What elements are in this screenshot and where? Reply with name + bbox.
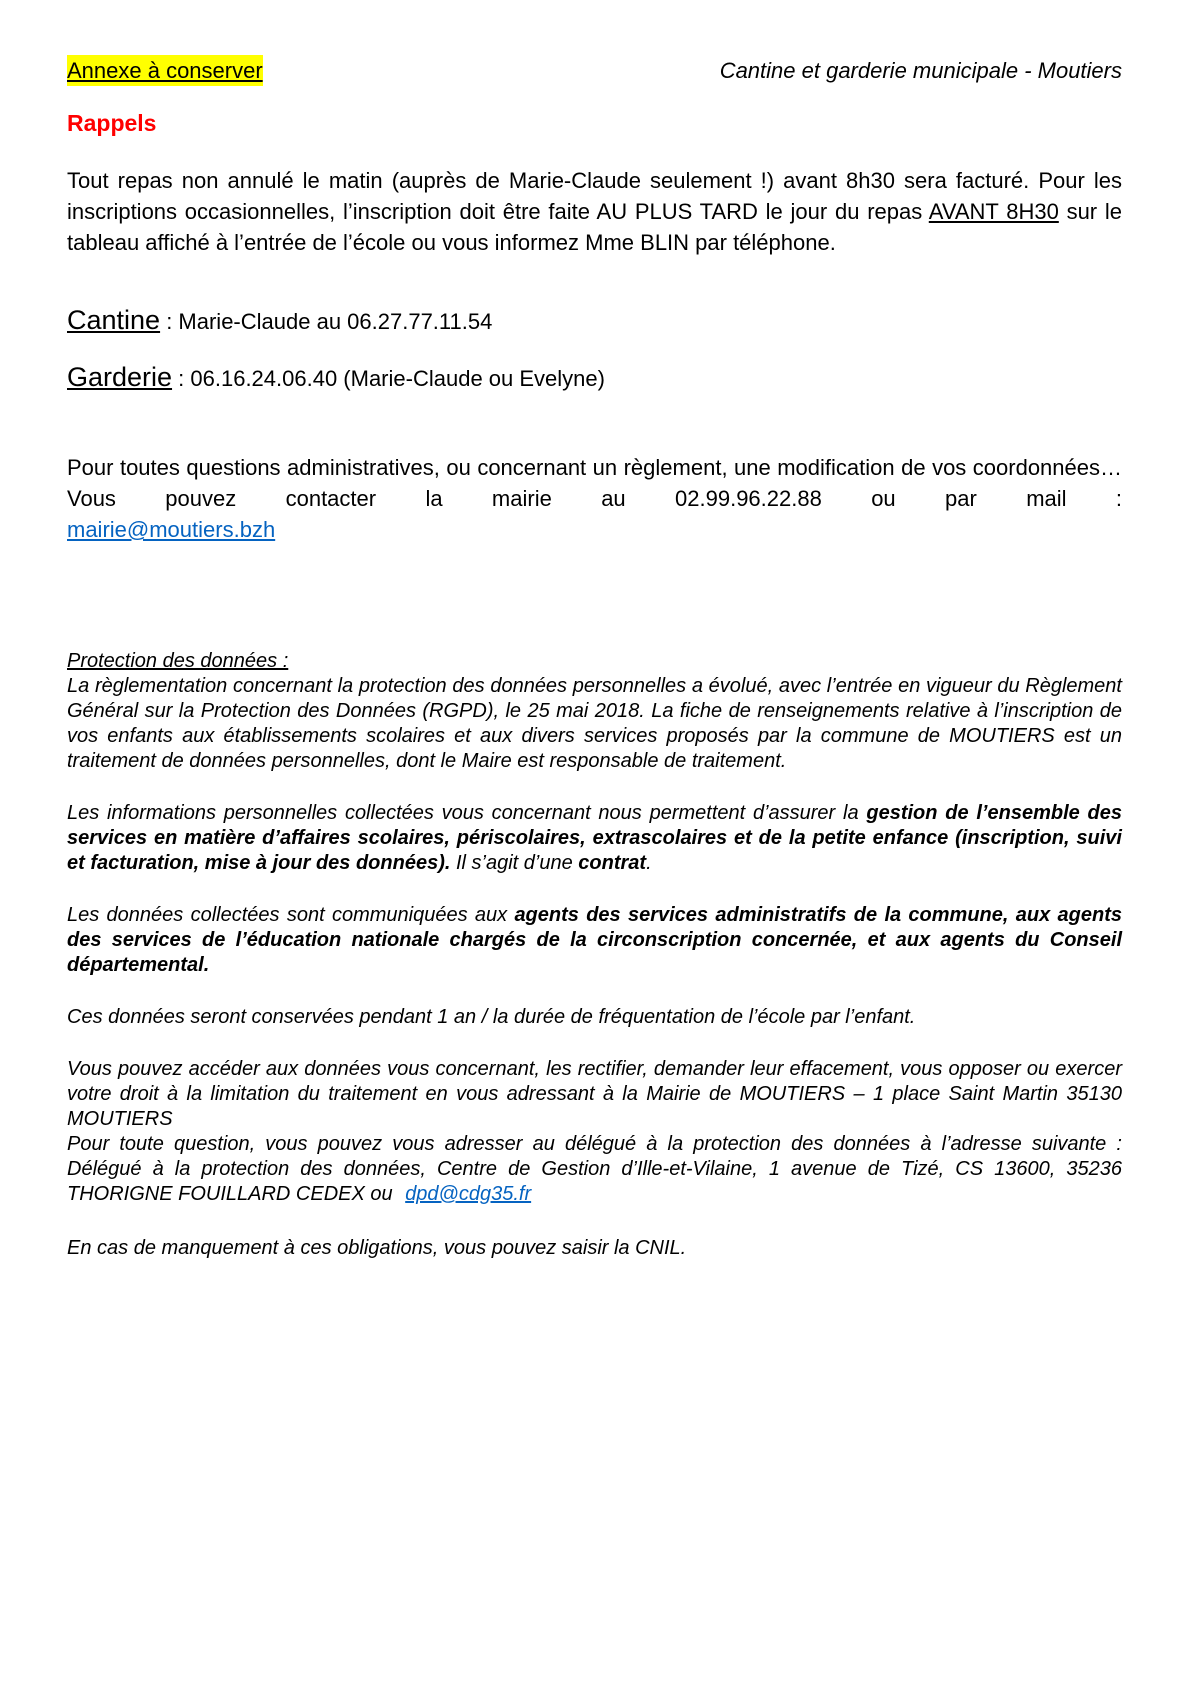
cnil-paragraph: En cas de manquement à ces obligations, vous pouvez saisir la CNIL. — [67, 1237, 687, 1259]
cantine-label: Cantine — [67, 305, 161, 335]
paragraph-text: Les données collectées sont communiquées aux — [67, 904, 515, 926]
paragraph-text: Pour toutes questions administratives, ou concernant un règlement, une modification de vos coordonnées…Vous pouvez contacter la mairie au 02.99.96.22.88 ou par mail : — [67, 455, 1122, 511]
bold-contrat-text: contrat — [578, 852, 647, 874]
garderie-label: Garderie — [67, 362, 173, 392]
paragraph-text: Pour toute question, vous pouvez vous adresser au délégué à la protection des données à l’adresse suivante : Délégué à la protection des données, Centre de Gestion d’Ille-et-Vilaine, 1 avenue de Tizé, CS 13600, 35236 THORIGNE FOUILLARD CEDEX ou — [67, 1133, 1122, 1205]
data-protection-section — [67, 649, 1122, 1261]
protection-heading: Protection des données : — [67, 650, 289, 672]
paragraph-text: sur le tableau affiché à l’entrée de l’école ou vous informez Mme BLIN par téléphone. — [67, 199, 1122, 255]
dpo-email-link[interactable]: dpd@cdg35.fr — [405, 1183, 532, 1205]
garderie-contact-line — [67, 359, 1122, 397]
cantine-phone: : Marie-Claude au 06.27.77.11.54 — [160, 309, 493, 334]
garderie-phone: : 06.16.24.06.40 (Marie-Claude ou Evelyne) — [172, 366, 605, 391]
cantine-contact-line — [67, 302, 1122, 340]
data-recipients-paragraph — [67, 903, 1122, 978]
meal-cancellation-paragraph — [67, 165, 1122, 258]
data-usage-paragraph — [67, 801, 1122, 876]
bold-services-text: gestion de l’ensemble des services en matière d’affaires scolaires, périscolaires, extrascolaires et de la petite enfance (inscription, suivi et facturation, mise à jour des données). — [67, 802, 1123, 874]
paragraph-text: Les informations personnelles collectées vous concernant nous permettent d’assurer la — [67, 802, 867, 824]
mairie-contact-paragraph — [67, 452, 1122, 514]
deadline-underlined-text: AVANT 8H30 — [928, 199, 1059, 224]
retention-paragraph: Ces données seront conservées pendant 1 an / la durée de fréquentation de l’école par l’enfant. — [67, 1006, 916, 1028]
mairie-email-link[interactable]: mairie@moutiers.bzh — [67, 517, 276, 542]
dpo-contact-paragraph — [67, 1132, 1122, 1207]
paragraph-text: Il s’agit d’une — [450, 852, 579, 874]
rgpd-paragraph: La règlementation concernant la protection des données personnelles a évolué, avec l’entrée en vigueur du Règlement Général sur la Protection des Données (RGPD), le 25 mai 2018. La fiche de renseignements relative à l’inscription de vos enfants aux établissements scolaires et aux divers services proposés par la commune de MOUTIERS est un traitement de données personnelles, dont le Maire est responsable de traitement. — [67, 675, 1122, 772]
document-header — [67, 55, 1122, 86]
mairie-email-line — [67, 514, 1122, 545]
annexe-highlight-label: Annexe à conserver — [67, 55, 263, 86]
rights-paragraph: Vous pouvez accéder aux données vous concernant, les rectifier, demander leur effacement, vous opposer ou exercer votre droit à la limitation du traitement en vous adressant à la Mairie de MOUTIERS – 1 place Saint Martin 35130 MOUTIERS — [67, 1058, 1122, 1130]
paragraph-text: Tout repas non annulé le matin (auprès de Marie-Claude seulement !) avant 8h30 sera facturé. Pour les inscriptions occasionnelles, l’inscription doit être faite AU PLUS TARD le jour du repas — [67, 168, 1122, 224]
paragraph-text: . — [646, 852, 652, 874]
document-title: Cantine et garderie municipale - Moutiers — [719, 58, 1122, 83]
rappels-heading: Rappels — [67, 110, 157, 136]
bold-recipients-text: agents des services administratifs de la commune, aux agents des services de l’éducation nationale chargés de la circonscription concernée, et aux agents du Conseil départemental. — [67, 904, 1122, 976]
